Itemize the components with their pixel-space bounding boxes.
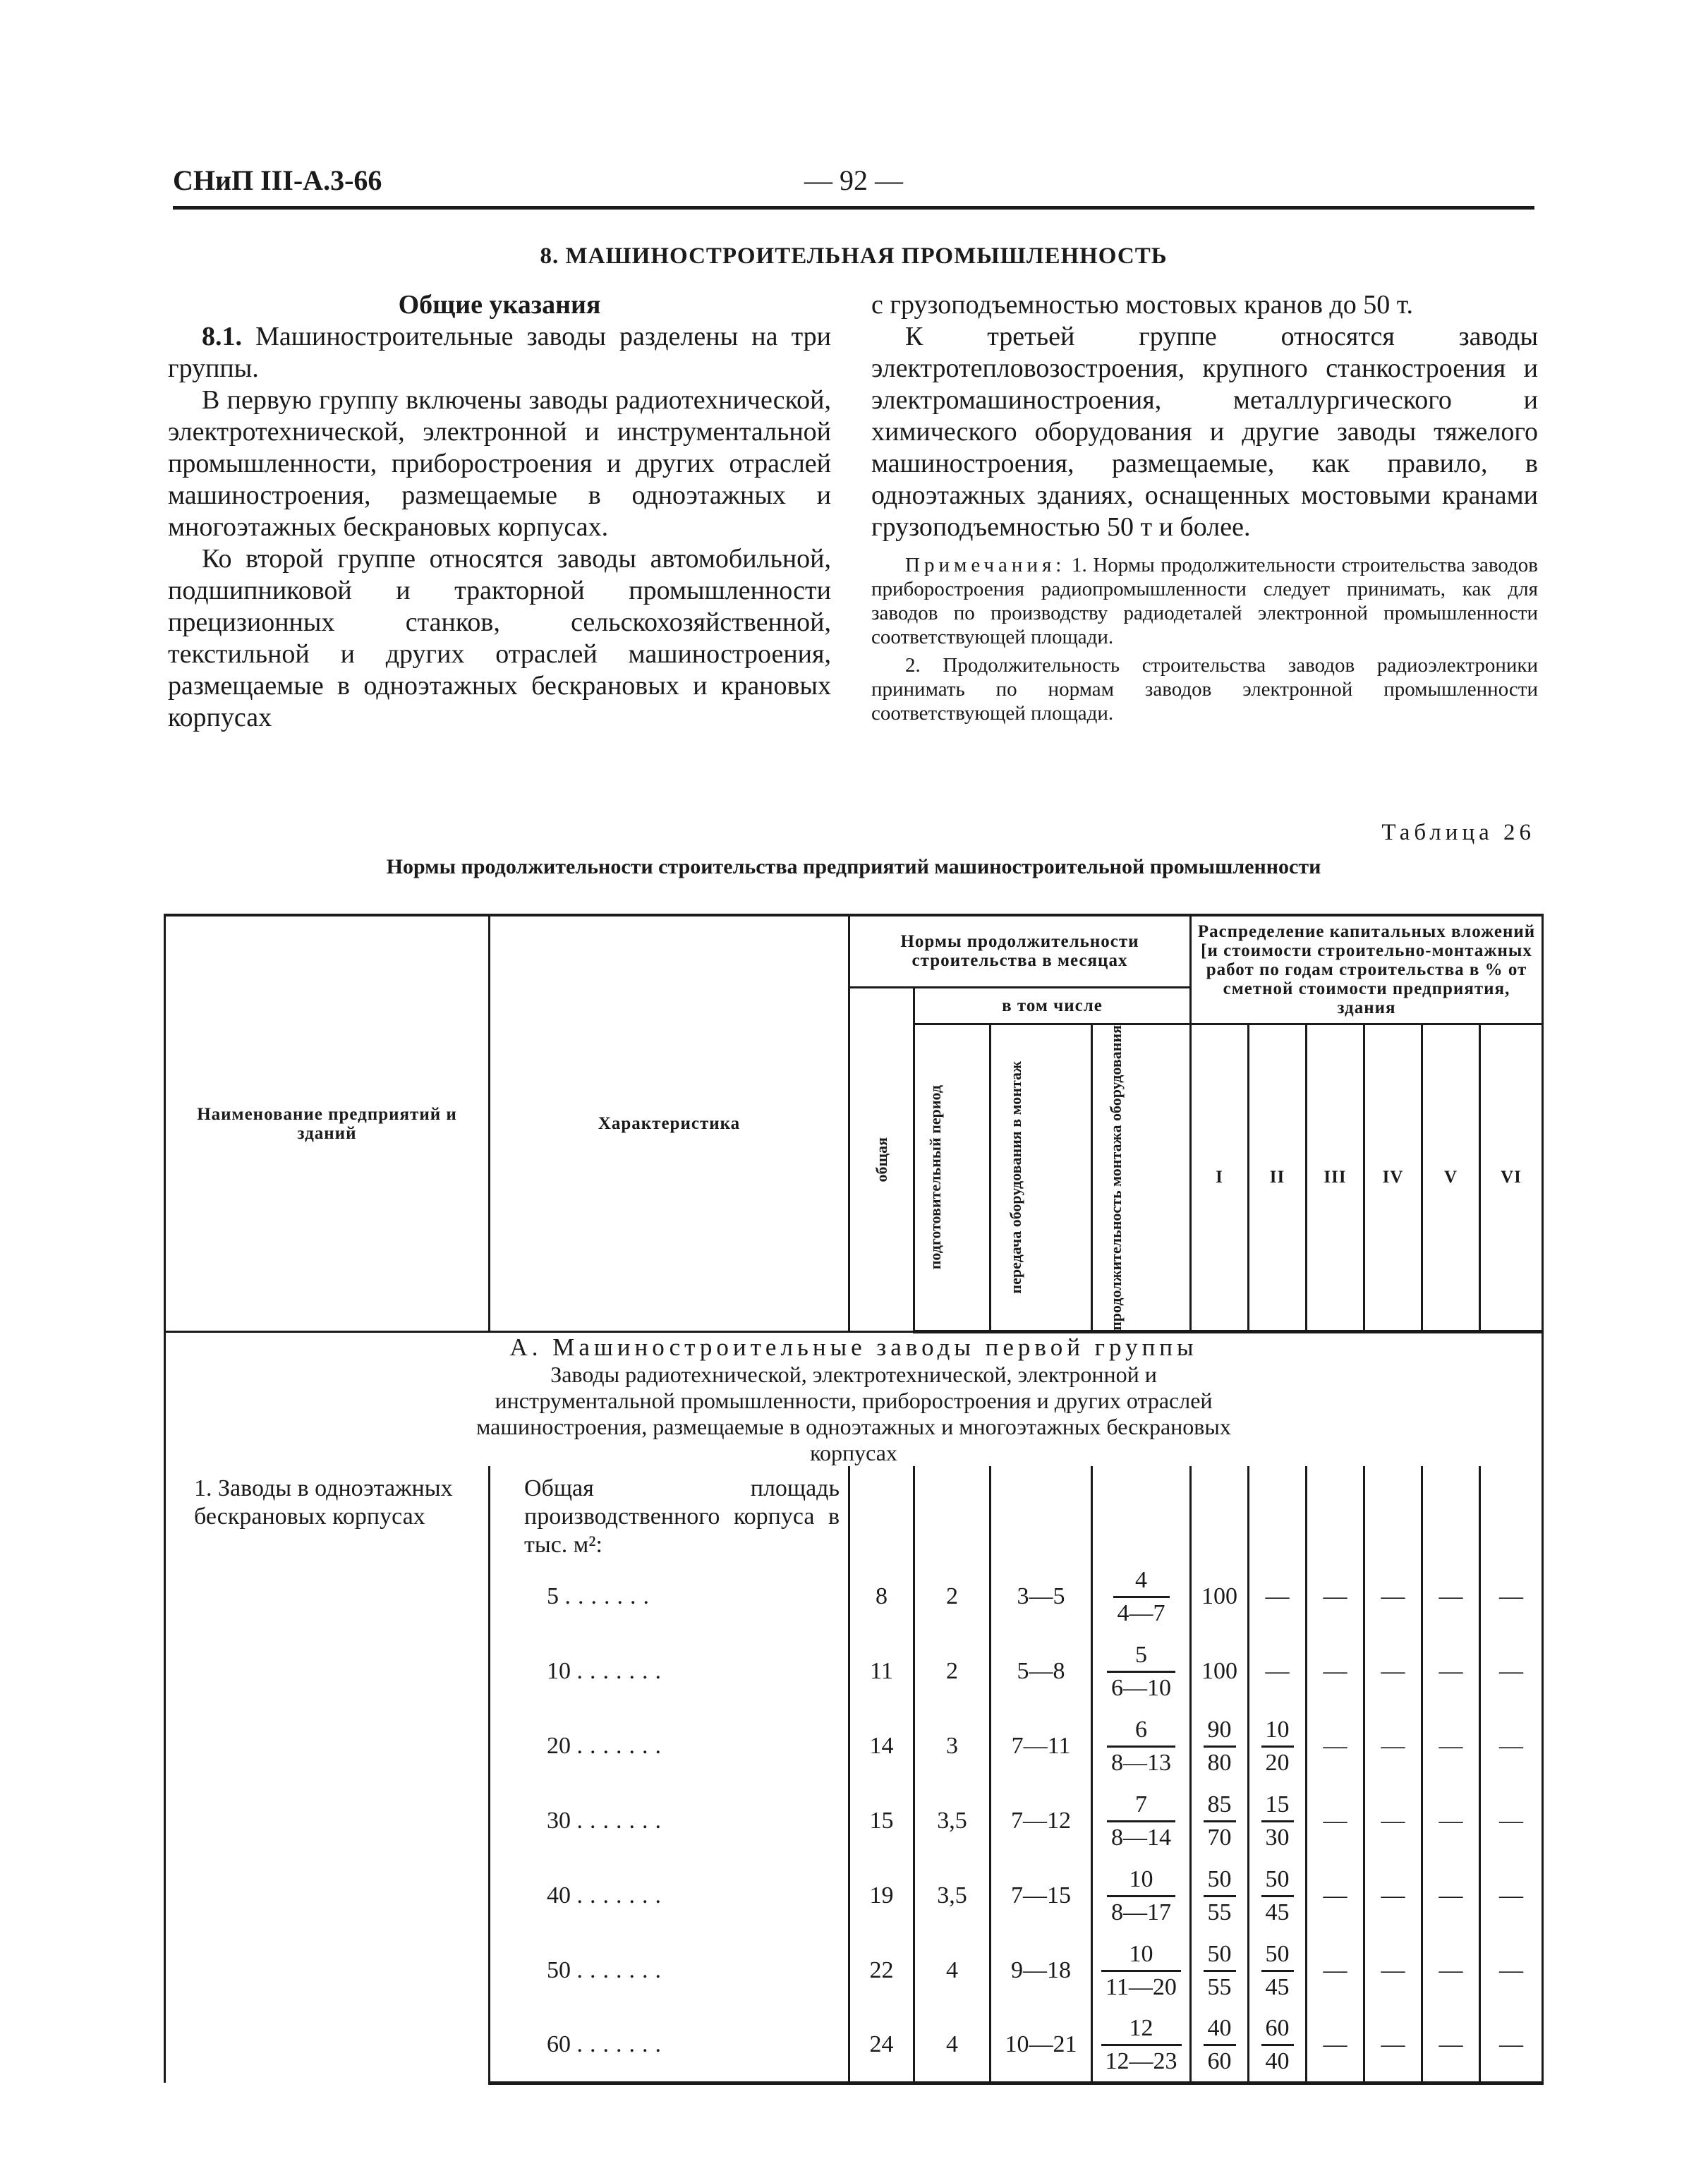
install-duration-bottom: 11—20 <box>1106 1973 1177 2000</box>
prep-period: 3,5 <box>937 1882 967 1909</box>
empty-dash: — <box>1381 1733 1405 1760</box>
equipment-transfer: 10—21 <box>1005 2031 1077 2058</box>
header-install <box>1092 1024 1191 1332</box>
subheading: Общие указания <box>398 290 601 320</box>
empty-dash: — <box>1439 1882 1463 1909</box>
total-duration: 15 <box>869 1808 894 1834</box>
notes-label: Примечания: <box>905 554 1066 576</box>
prep-period: 3 <box>946 1733 958 1760</box>
table-title: Нормы продолжительности строительства предприятий машиностроительной промышленности <box>386 855 1321 878</box>
year-2-share-bottom: 30 <box>1265 1824 1290 1851</box>
install-duration-bottom: 8—13 <box>1111 1749 1171 1776</box>
year-2-share-top: 15 <box>1261 1789 1294 1822</box>
empty-dash: — <box>1499 1808 1523 1834</box>
year-2-share-top: 50 <box>1261 1939 1294 1972</box>
year-2-share <box>1261 1939 1294 2003</box>
equipment-transfer: 3—5 <box>1017 1583 1065 1610</box>
leader-dots: ....... <box>576 1658 668 1685</box>
area-value: 10 <box>547 1658 571 1685</box>
year-1-share: 100 <box>1201 1658 1237 1685</box>
install-duration-bottom: 6—10 <box>1111 1674 1171 1701</box>
empty-dash: — <box>1323 1808 1347 1834</box>
paragraph-text: Машиностроительные заводы разделены на три группы. <box>168 322 831 383</box>
empty-dash: — <box>1381 1808 1405 1834</box>
install-duration <box>1107 1714 1175 1779</box>
header-total-label: общая <box>873 1137 890 1182</box>
right-column <box>871 289 1538 730</box>
empty-dash: — <box>1439 1808 1463 1834</box>
notes <box>871 553 1538 725</box>
empty-dash: — <box>1323 1957 1347 1984</box>
norms-table <box>164 914 1544 2085</box>
paragraph-8-1 <box>168 321 831 385</box>
year-1-share-bottom: 60 <box>1207 2047 1232 2074</box>
prep-period: 4 <box>946 1957 958 1984</box>
year-2-share-top: 60 <box>1261 2013 1294 2046</box>
year-2-share <box>1261 1864 1294 1928</box>
year-1-share-top: 90 <box>1204 1714 1236 1748</box>
year-1-share <box>1204 1714 1236 1779</box>
header-distribution: Распределение капитальных вложений [и стоимости строительно-монтажных работ по годам строительства в % от сметной стоимости предприятия, здания <box>1191 915 1543 1024</box>
note-1-text: 1. Нормы продолжительности строительства заводов приборостроения радиопромышленности следует принимать, как для заводов по производству радиодеталей электронной промышленности соответствующей площади. <box>871 554 1539 648</box>
empty-dash: — <box>1499 1658 1523 1685</box>
total-duration: 19 <box>869 1882 894 1909</box>
total-duration: 8 <box>876 1583 888 1610</box>
empty-dash: — <box>1439 1733 1463 1760</box>
year-2-share <box>1261 1789 1294 1853</box>
header-prep <box>914 1024 991 1332</box>
table-label: Таблица 26 <box>1381 820 1535 845</box>
empty-dash: — <box>1381 1583 1405 1610</box>
install-duration-top: 12 <box>1101 2013 1182 2046</box>
install-duration <box>1101 2013 1182 2077</box>
equipment-transfer: 5—8 <box>1017 1658 1065 1685</box>
empty-dash: — <box>1323 1658 1347 1685</box>
install-duration-top: 10 <box>1107 1864 1175 1897</box>
install-duration <box>1113 1565 1170 1629</box>
paragraph-group-2-continued: с грузоподъемностью мостовых кранов до 50 т. <box>871 290 1413 320</box>
year-2-share-bottom: 45 <box>1265 1899 1290 1925</box>
left-column <box>168 289 831 734</box>
year-2-share-top: 50 <box>1261 1864 1294 1897</box>
header-prep-label: подготовительный период <box>926 1085 944 1270</box>
clause-number: 8.1. <box>202 322 242 351</box>
year-2-share-bottom: 40 <box>1265 2047 1290 2074</box>
note-2: 2. Продолжительность строительства заводов радиоэлектроники принимать по нормам заводов электронной промышленности соответствующей площади. <box>871 654 1538 725</box>
install-duration-top: 5 <box>1107 1640 1175 1673</box>
year-2-share-bottom: 20 <box>1265 1749 1290 1776</box>
section-title: 8. МАШИНОСТРОИТЕЛЬНАЯ ПРОМЫШЛЕННОСТЬ <box>540 243 1168 269</box>
install-duration-bottom: 12—23 <box>1105 2047 1177 2074</box>
section-a-heading: А. Машиностроительные заводы первой группы <box>165 1332 1543 1362</box>
equipment-transfer: 9—18 <box>1011 1957 1071 1984</box>
year-1-share-bottom: 70 <box>1207 1824 1232 1851</box>
empty-dash: — <box>1439 1583 1463 1610</box>
install-duration-bottom: 8—14 <box>1111 1824 1171 1851</box>
header-transfer <box>991 1024 1092 1332</box>
header-including: в том числе <box>914 987 1191 1024</box>
empty-dash: — <box>1323 1583 1347 1610</box>
leader-dots: ....... <box>576 2031 668 2058</box>
total-duration: 14 <box>869 1733 894 1760</box>
empty-dash: — <box>1381 1658 1405 1685</box>
section-a-subheading-text: Заводы радиотехнической, электротехнической, электронной и инструментальной промышленности, приборостроения и других отраслей машиностроения, размещаемые в одноэтажных и многоэтажных бескрановых корпусах <box>476 1362 1231 1466</box>
empty-dash: — <box>1381 1957 1405 1984</box>
header-year-6: VI <box>1480 1024 1543 1332</box>
empty-dash: — <box>1439 1658 1463 1685</box>
empty-dash: — <box>1499 1957 1523 1984</box>
year-1-share-bottom: 55 <box>1207 1899 1232 1925</box>
area-value: 5 <box>547 1583 559 1610</box>
year-2-share <box>1261 2013 1294 2077</box>
header-characteristic: Характеристика <box>490 915 849 1332</box>
area-value: 40 <box>547 1882 571 1909</box>
year-1-share-top: 50 <box>1204 1864 1236 1897</box>
empty-dash: — <box>1265 1658 1290 1685</box>
year-1-share-top: 40 <box>1204 2013 1236 2046</box>
item-1-name: 1. Заводы в одноэтажных бескрановых корпусах <box>165 1466 490 2083</box>
leader-dots: ....... <box>576 1882 668 1909</box>
year-1-share <box>1204 2013 1236 2077</box>
prep-period: 3,5 <box>937 1808 967 1834</box>
install-duration <box>1107 1640 1175 1704</box>
paragraph-group-3: К третьей группе относятся заводы электротепловозостроения, крупного станкостроения и электромашиностроения, металлургического и химического оборудования и другие заводы тяжелого машиностроения, размещаемые, как правило, в одноэтажных зданиях, оснащенных мостовыми кранами грузоподъемностью 50 т и более. <box>871 322 1538 542</box>
area-value: 20 <box>547 1733 571 1760</box>
total-duration: 22 <box>869 1957 894 1984</box>
year-1-share <box>1204 1864 1236 1928</box>
paragraph-group-1: В первую группу включены заводы радиотехнической, электротехнической, электронной и инструментальной промышленности, приборостроения и других отраслей машиностроения, размещаемые в одноэтажных и многоэтажных бескрановых корпусах. <box>168 385 831 542</box>
header-year-4: IV <box>1364 1024 1422 1332</box>
area-value: 30 <box>547 1808 571 1834</box>
empty-dash: — <box>1439 2031 1463 2058</box>
section-a-subheading <box>165 1362 1543 1466</box>
year-2-share-bottom: 45 <box>1265 1973 1290 2000</box>
install-duration-bottom: 8—17 <box>1111 1899 1171 1925</box>
year-2-share <box>1261 1714 1294 1779</box>
year-1-share-top: 85 <box>1204 1789 1236 1822</box>
header-name: Наименование предприятий и зданий <box>165 915 490 1332</box>
page-header <box>173 164 1534 210</box>
install-duration-top: 4 <box>1113 1565 1170 1598</box>
page-number: — 92 — <box>804 164 903 196</box>
year-2-share-top: 10 <box>1261 1714 1294 1748</box>
header-year-3: III <box>1307 1024 1364 1332</box>
prep-period: 2 <box>946 1658 958 1685</box>
equipment-transfer: 7—11 <box>1011 1733 1071 1760</box>
empty-dash: — <box>1499 1882 1523 1909</box>
note-1 <box>871 553 1538 649</box>
empty-dash: — <box>1499 2031 1523 2058</box>
header-year-2: II <box>1249 1024 1307 1332</box>
header-transfer-label: передача оборудования в монтаж <box>1006 1061 1024 1294</box>
install-duration-top: 6 <box>1107 1714 1175 1748</box>
empty-dash: — <box>1499 1583 1523 1610</box>
empty-dash: — <box>1265 1583 1290 1610</box>
empty-dash: — <box>1499 1733 1523 1760</box>
empty-dash: — <box>1323 1882 1347 1909</box>
equipment-transfer: 7—15 <box>1011 1882 1071 1909</box>
header-year-1: I <box>1191 1024 1249 1332</box>
leader-dots: ....... <box>564 1583 656 1610</box>
year-1-share-bottom: 55 <box>1207 1973 1232 2000</box>
install-duration-bottom: 4—7 <box>1117 1599 1165 1626</box>
install-duration <box>1107 1789 1175 1853</box>
empty-dash: — <box>1381 1882 1405 1909</box>
header-total <box>849 987 914 1332</box>
install-duration-top: 7 <box>1107 1789 1175 1822</box>
leader-dots: ....... <box>576 1733 668 1760</box>
area-value: 50 <box>547 1957 571 1984</box>
year-1-share <box>1204 1789 1236 1853</box>
total-duration: 11 <box>870 1658 893 1685</box>
header-year-5: V <box>1422 1024 1480 1332</box>
leader-dots: ....... <box>576 1957 668 1984</box>
year-1-share <box>1204 1939 1236 2003</box>
empty-dash: — <box>1323 2031 1347 2058</box>
header-norms: Нормы продолжительности строительства в месяцах <box>849 915 1191 987</box>
empty-dash: — <box>1323 1733 1347 1760</box>
empty-dash: — <box>1439 1957 1463 1984</box>
empty-dash: — <box>1381 2031 1405 2058</box>
leader-dots: ....... <box>576 1808 668 1834</box>
year-1-share-top: 50 <box>1204 1939 1236 1972</box>
paragraph-group-2: Ко второй группе относятся заводы автомобильной, подшипниковой и тракторной промышленности прецизионных станков, сельскохозяйственной, текстильной и других отраслей машиностроения, размещаемые в одноэтажных бескрановых и крановых корпусах <box>168 544 831 732</box>
item-1-characteristic: Общая площадь производственного корпуса в тыс. м²: <box>490 1466 849 1559</box>
document-code: СНиП III-А.3-66 <box>173 164 382 196</box>
install-duration <box>1107 1864 1175 1928</box>
header-install-label: продолжительность монтажа оборудования <box>1106 1024 1125 1331</box>
total-duration: 24 <box>869 2031 894 2058</box>
year-1-share: 100 <box>1201 1583 1237 1610</box>
install-duration-top: 10 <box>1101 1939 1181 1972</box>
area-value: 60 <box>547 2031 571 2058</box>
equipment-transfer: 7—12 <box>1011 1808 1071 1834</box>
prep-period: 2 <box>946 1583 958 1610</box>
year-1-share-bottom: 80 <box>1207 1749 1232 1776</box>
prep-period: 4 <box>946 2031 958 2058</box>
install-duration <box>1101 1939 1181 2003</box>
